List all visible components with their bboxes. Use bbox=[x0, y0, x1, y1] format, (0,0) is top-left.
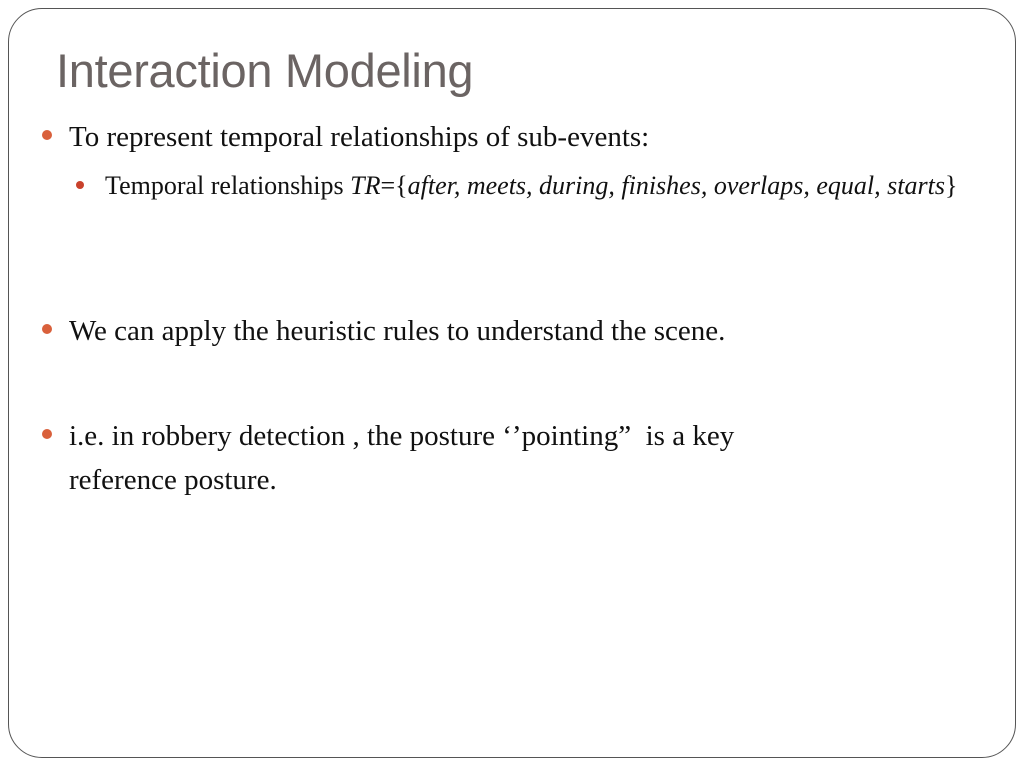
bullet-item bbox=[69, 115, 649, 159]
bullet-text-line: reference posture. bbox=[69, 464, 277, 496]
bullet-item bbox=[69, 414, 909, 502]
bullet-item bbox=[69, 309, 725, 353]
tr-symbol: TR bbox=[350, 171, 381, 200]
relationship-list: after, meets, during, finishes, overlaps, equal, starts bbox=[407, 171, 945, 200]
sub-bullet-item bbox=[100, 165, 960, 207]
slide-title: Interaction Modeling bbox=[56, 44, 474, 97]
bullet-text: To represent temporal relationships of sub-events: bbox=[69, 121, 650, 153]
bullet-text-line: i.e. in robbery detection , the posture ‘’pointing” is a key bbox=[69, 420, 735, 452]
equals-brace: ={ bbox=[380, 171, 408, 200]
sub-bullet-text bbox=[100, 165, 960, 207]
sub-bullet-prefix: Temporal relationships bbox=[105, 171, 351, 200]
bullet-text: We can apply the heuristic rules to understand the scene. bbox=[69, 315, 726, 347]
bullet-icon bbox=[42, 324, 52, 334]
bullet-icon bbox=[42, 429, 52, 439]
sub-bullet-icon bbox=[76, 181, 84, 189]
close-brace: } bbox=[944, 171, 958, 200]
bullet-icon bbox=[42, 130, 52, 140]
